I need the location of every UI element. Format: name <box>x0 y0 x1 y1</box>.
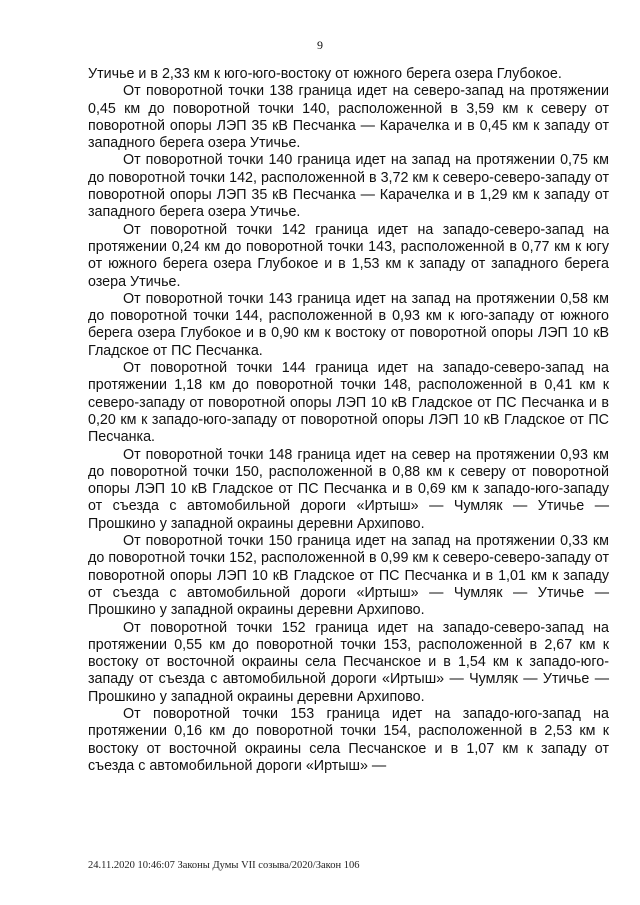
paragraph: От поворотной точки 140 граница идет на запад на протяжении 0,75 км до поворотной точки 142, расположенной в 3,72 км к северо-северо-западу от поворотной опоры ЛЭП 35 кВ Песчанка — Карачелка и в 1,29 км к западу от западного берега озера Утичье. <box>88 152 609 221</box>
paragraph: От поворотной точки 150 граница идет на запад на протяжении 0,33 км до поворотной точки 152, расположенной в 0,99 км к северо-северо-западу от поворотной опоры ЛЭП 10 кВ Гладское от ПС Песчанка и в 1,01 км к западу от съезда с автомобильной дороги «Иртыш» — Чумляк — Утичье — Прошкино у западной окраины деревни Архипово. <box>88 533 609 619</box>
page-number: 9 <box>317 38 323 52</box>
page-footer: 24.11.2020 10:46:07 Законы Думы VII созыва/2020/Закон 106 <box>88 860 360 871</box>
paragraph: От поворотной точки 152 граница идет на западо-северо-запад на протяжении 0,55 км до поворотной точки 153, расположенной в 2,67 км к востоку от восточной окраины села Песчанское и в 1,54 км к западо-юго-западу от съезда с автомобильной дороги «Иртыш» — Чумляк — Утичье — Прошкино у западной окраины деревни Архипово. <box>88 619 609 705</box>
paragraph-continuation: Утичье и в 2,33 км к юго-юго-востоку от южного берега озера Глубокое. <box>88 66 562 82</box>
paragraph: От поворотной точки 144 граница идет на западо-северо-запад на протяжении 1,18 км до поворотной точки 148, расположенной в 0,41 км к северо-западу от поворотной опоры ЛЭП 10 кВ Гладское от ПС Песчанка и в 0,20 км к западо-юго-западу от поворотной опоры ЛЭП 10 кВ Гладское от ПС Песчанка. <box>88 360 609 446</box>
paragraph: От поворотной точки 148 граница идет на север на протяжении 0,93 км до поворотной точки 150, расположенной в 0,88 км к северу от поворотной опоры ЛЭП 10 кВ Гладское от ПС Песчанка и в 0,69 км к западо-юго-западу от съезда с автомобильной дороги «Иртыш» — Чумляк — Утичье — Прошкино у западной окраины деревни Архипово. <box>88 446 609 532</box>
paragraph: От поворотной точки 153 граница идет на западо-юго-запад на протяжении 0,16 км до поворотной точки 154, расположенной в 2,53 км к востоку от восточной окраины села Песчанское и в 1,07 км к западу от съезда с автомобильной дороги «Иртыш» — <box>88 705 609 774</box>
paragraph: От поворотной точки 142 граница идет на западо-северо-запад на протяжении 0,24 км до поворотной точки 143, расположенной в 0,77 км к югу от южного берега озера Глубокое и в 1,53 км к западу от западного берега озера Утичье. <box>88 221 609 290</box>
paragraph: От поворотной точки 138 граница идет на северо-запад на протяжении 0,45 км до поворотной точки 140, расположенной в 3,59 км к северу от поворотной опоры ЛЭП 35 кВ Песчанка — Карачелка и в 0,45 км к западу от западного берега озера Утичье. <box>88 83 609 152</box>
document-body <box>88 66 609 775</box>
paragraph: От поворотной точки 143 граница идет на запад на протяжении 0,58 км до поворотной точки 144, расположенной в 0,93 км к юго-западу от южного берега озера Глубокое и в 0,90 км к востоку от поворотной опоры ЛЭП 10 кВ Гладское от ПС Песчанка. <box>88 290 609 359</box>
